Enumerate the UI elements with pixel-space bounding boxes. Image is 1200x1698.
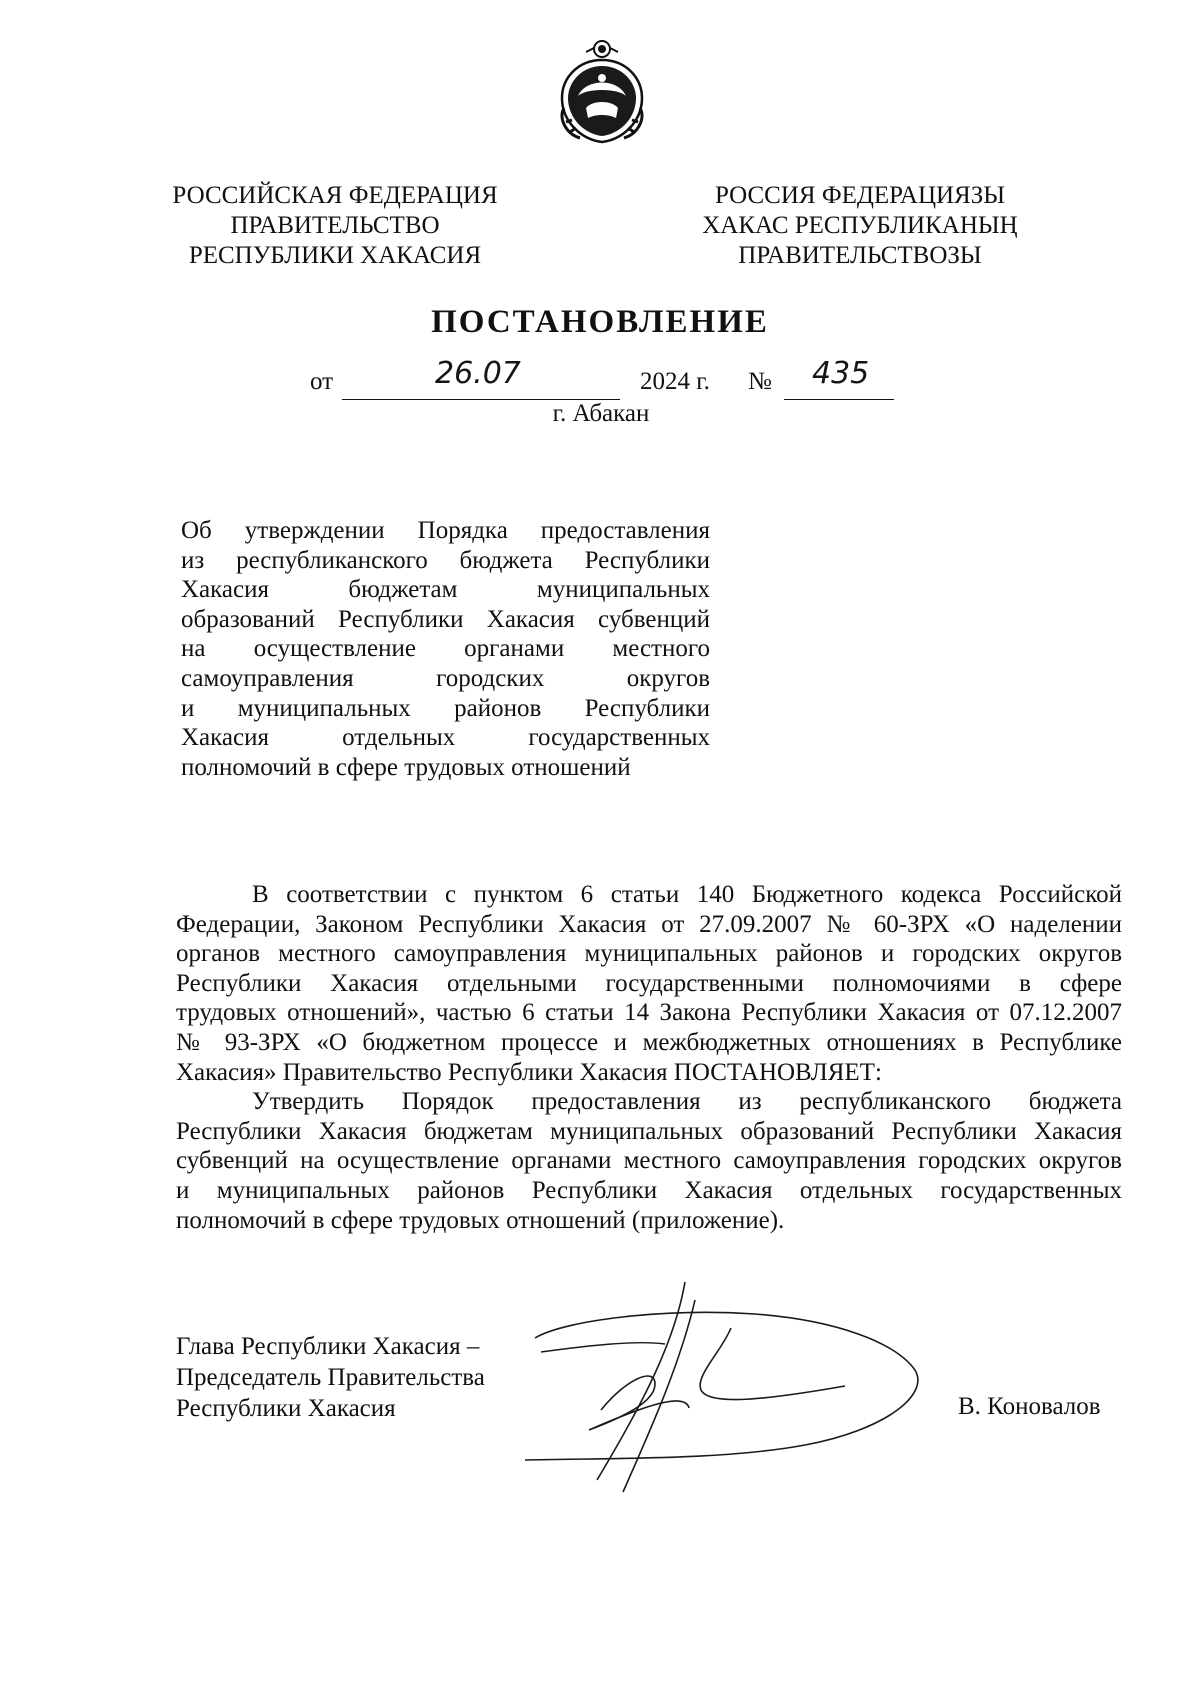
subject-line: Об утверждении Порядка предоставления <box>181 517 710 544</box>
header-left-line: РОССИЙСКАЯ ФЕДЕРАЦИЯ <box>172 182 498 209</box>
body-line: Утвердить Порядок предоставления из республиканского бюджета <box>252 1088 1122 1116</box>
signatory-name: В. Коновалов <box>958 1393 1101 1420</box>
body-line: и муниципальных районов Республики Хакасия отдельных государственных <box>176 1176 1122 1204</box>
body-line: Республики Хакасия отдельными государственными полномочиями в сфере <box>176 969 1122 997</box>
subject-line: самоуправления городских округов <box>181 664 710 692</box>
body-line: полномочий в сфере трудовых отношений (приложение). <box>176 1206 785 1234</box>
position-line: Республики Хакасия <box>176 1395 396 1422</box>
document-title: ПОСТАНОВЛЕНИЕ <box>431 304 769 340</box>
from-label: от <box>310 368 334 395</box>
body-line: органов местного самоуправления муниципальных районов и городских округов <box>176 940 1122 968</box>
number-label: № <box>748 368 772 395</box>
document-subject <box>181 516 710 782</box>
body-line: В соответствии с пунктом 6 статьи 140 Бюджетного кодекса Российской <box>252 881 1122 908</box>
signatory-position <box>176 1331 485 1424</box>
handwritten-signature <box>505 1280 945 1500</box>
subject-line: из республиканского бюджета Республики <box>181 546 710 574</box>
city-label: г. Абакан <box>552 400 650 427</box>
subject-line: Хакасия бюджетам муниципальных <box>181 576 710 604</box>
subject-line: Хакасия отдельных государственных <box>181 724 710 752</box>
header-right-line: РОССИЯ ФЕДЕРАЦИЯЗЫ <box>714 182 1006 209</box>
body-line: субвенций на осуществление органами местного самоуправления городских округов <box>176 1147 1122 1175</box>
document-body <box>176 880 1122 1235</box>
position-line: Глава Республики Хакасия – <box>176 1333 480 1360</box>
position-line: Председатель Правительства <box>176 1364 485 1391</box>
header-left-line: ПРАВИТЕЛЬСТВО <box>230 212 440 239</box>
body-line: Хакасия» Правительство Республики Хакасия ПОСТАНОВЛЯЕТ: <box>176 1058 882 1086</box>
subject-line: на осуществление органами местного <box>181 635 710 663</box>
year-label: 2024 г. <box>640 368 710 395</box>
subject-line: и муниципальных районов Республики <box>181 694 710 722</box>
body-line: № 93-ЗРХ «О бюджетном процессе и межбюджетных отношениях в Республике <box>176 1028 1122 1056</box>
date-number-line <box>300 356 920 402</box>
coat-of-arms-emblem <box>556 38 648 146</box>
handwritten-date: 26.07 <box>435 356 521 391</box>
subject-line: образований Республики Хакасия субвенций <box>181 605 710 633</box>
header-right-line: ХАКАС РЕСПУБЛИКАНЫҢ <box>702 212 1018 239</box>
body-line: Федерации, Законом Республики Хакасия от 27.09.2007 № 60-ЗРХ «О наделении <box>176 910 1122 938</box>
body-line: Республики Хакасия бюджетам муниципальных образований Республики Хакасия <box>176 1117 1122 1145</box>
handwritten-number: 435 <box>812 356 870 391</box>
header-right-line: ПРАВИТЕЛЬСТВОЗЫ <box>738 242 982 269</box>
header-left-line: РЕСПУБЛИКИ ХАКАСИЯ <box>188 242 482 269</box>
header-right-block <box>680 181 1040 271</box>
body-line: трудовых отношений», частью 6 статьи 14 Закона Республики Хакасия от 07.12.2007 <box>176 999 1122 1027</box>
subject-line: полномочий в сфере трудовых отношений <box>181 753 631 781</box>
header-left-block <box>150 181 520 271</box>
